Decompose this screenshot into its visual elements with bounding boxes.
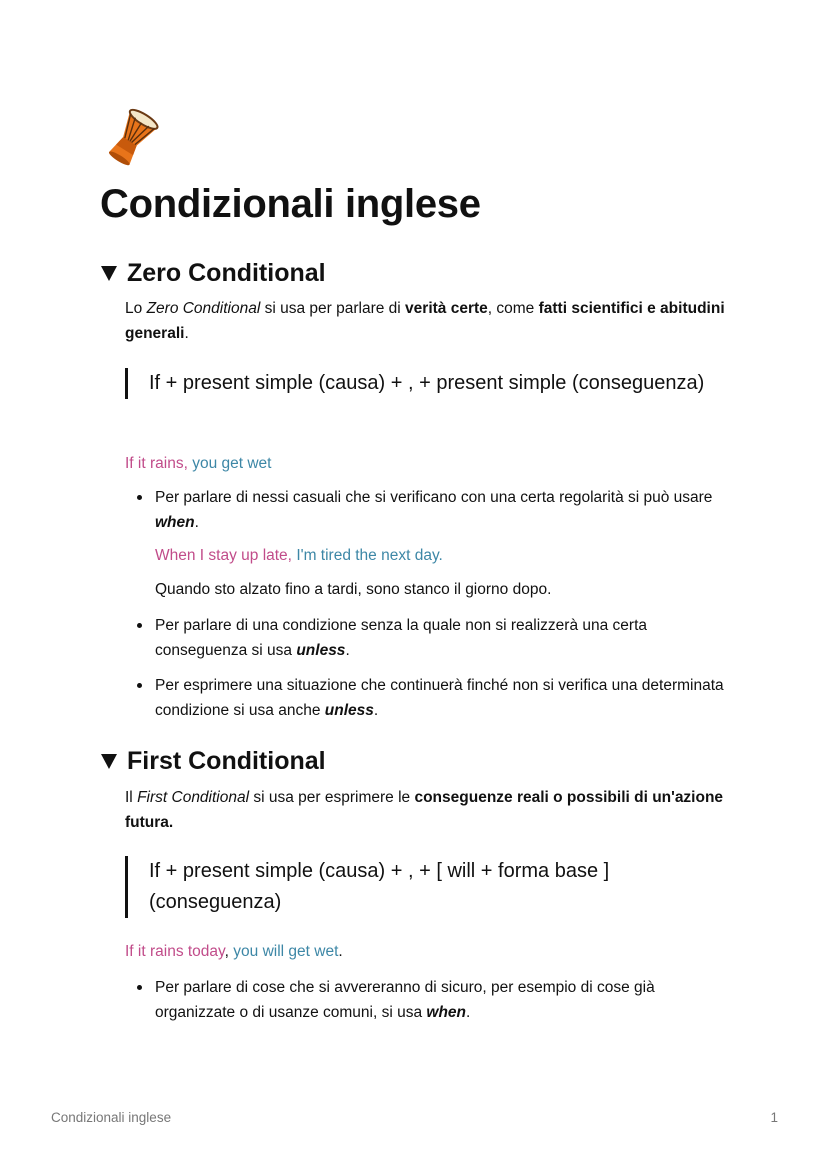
footer-title: Condizionali inglese [51, 1110, 172, 1125]
page-title: Condizionali inglese [100, 182, 481, 226]
first-intro: Il First Conditional si usa per esprimere le conseguenze reali o possibili di un'azione futura. [125, 789, 724, 831]
toggle-triangle-icon[interactable] [101, 754, 117, 769]
zero-formula-quote: If + present simple (causa) + , + present simple (conseguenza) [125, 368, 709, 399]
zero-example-when: When I stay up late, I'm tired the next day. [155, 547, 443, 564]
toggle-zero-conditional[interactable] [100, 257, 326, 289]
toggle-triangle-icon[interactable] [101, 266, 117, 281]
djembe-drum-icon [102, 108, 162, 168]
section-heading: First Conditional [127, 747, 326, 775]
zero-bullet-unless-2: Per esprimere una situazione che continuerà finché non si verifica una determinata condizione si usa anche unless. [155, 673, 725, 723]
first-bullet-when: Per parlare di cose che si avvereranno di sicuro, per esempio di cose già organizzate o di usanze comuni, si usa when. [155, 975, 725, 1025]
toggle-first-conditional[interactable] [100, 745, 326, 777]
section-heading: Zero Conditional [127, 259, 326, 287]
zero-intro: Lo Zero Conditional si usa per parlare di verità certe, come fatti scientifici e abitudini generali. [125, 300, 725, 342]
first-formula-quote: If + present simple (causa) + , + [ will + forma base ] (conseguenza) [125, 856, 709, 918]
first-example: If it rains today, you will get wet. [125, 943, 343, 960]
zero-bullet-unless: Per parlare di una condizione senza la quale non si realizzerà una certa conseguenza si usa unless. [155, 613, 725, 663]
zero-example: If it rains, you get wet [125, 455, 272, 472]
zero-translation: Quando sto alzato fino a tardi, sono stanco il giorno dopo. [155, 581, 552, 598]
zero-bullet-when: Per parlare di nessi casuali che si verificano con una certa regolarità si può usare when. [155, 485, 725, 535]
page-number: 1 [770, 1110, 778, 1125]
